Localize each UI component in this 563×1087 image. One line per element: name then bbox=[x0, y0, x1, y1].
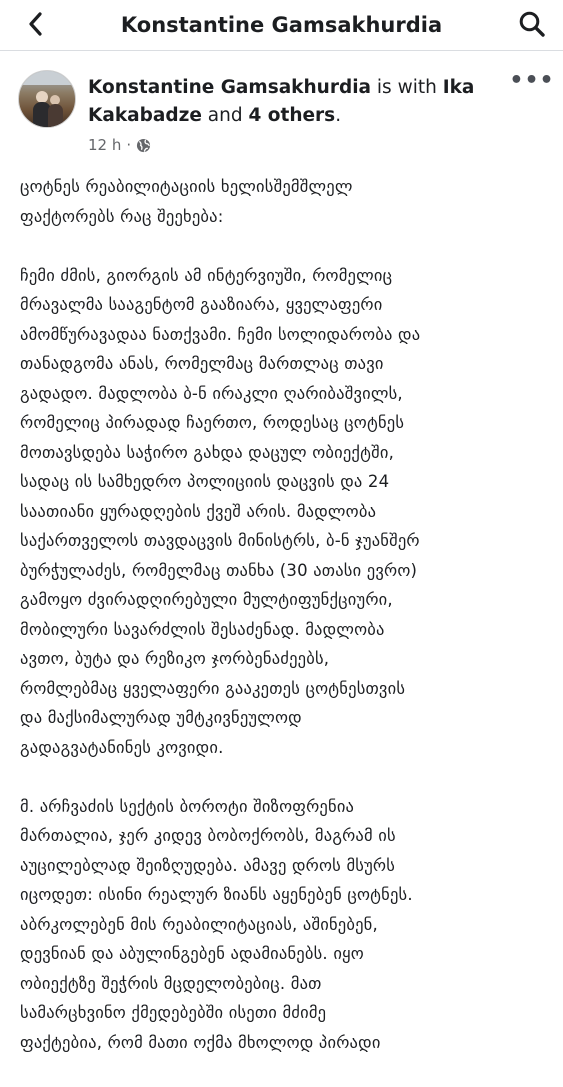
post-text-line: მრავალმა სააგენტომ გააზიარა, ყველაფერი bbox=[20, 295, 383, 314]
tagged-user-link[interactable]: Ika Kakabadze bbox=[88, 77, 475, 126]
search-button[interactable] bbox=[517, 9, 547, 39]
more-options-button[interactable]: ••• bbox=[509, 67, 555, 93]
top-bar bbox=[0, 0, 563, 51]
is-with-text: is with bbox=[371, 77, 443, 98]
post-header-text: Konstantine Gamsakhurdia is with Ika Kakabadze and 4 others. bbox=[88, 77, 475, 126]
post-text-line: თანადგომა ანას, რომელმაც მართლაც თავი bbox=[20, 354, 384, 373]
post-text-line: ავთო, ბუტა და რეზიკო ჯორბენაძეებს, bbox=[20, 649, 330, 668]
and-text: and bbox=[201, 105, 249, 126]
post-text-line: აუცილებლად შეიზღუდება. ამავე დროს მსურს bbox=[20, 855, 396, 875]
post-text-line: საათიანი ყურადღების ქვეშ არის. მადლობა bbox=[20, 501, 377, 521]
post-text bbox=[20, 172, 555, 1087]
post-paragraph bbox=[20, 172, 555, 231]
post-text-line: სადაც ის სამხედრო პოლიციის დაცვის და 24 bbox=[20, 472, 390, 491]
post-text-line: ბურჭულაძეს, რომელმაც თანხა (30 ათასი ევრო) bbox=[20, 560, 418, 580]
post-text-line: მართალია, ჯერ კიდევ ბობოქრობს, მაგრამ ის bbox=[20, 826, 396, 845]
post-text-line: სამარცხვინო ქმედებებში ისეთი მძიმე bbox=[20, 1003, 327, 1022]
post-header bbox=[0, 66, 563, 160]
post-text-line: იცოდეთ: ისინი რეალურ ზიანს აყენებენ ცოტნეს. bbox=[20, 885, 413, 904]
search-icon bbox=[518, 10, 546, 38]
globe-icon bbox=[136, 138, 151, 153]
post-text-line: მოთავსდება საჭირო გახდა დაცულ ობიექტში, bbox=[20, 442, 395, 462]
post-text-line: და მაქსიმალურად უმტკივნეულოდ bbox=[20, 708, 302, 727]
chevron-left-icon bbox=[25, 11, 47, 37]
post-text-line: საქართველოს თავდაცვის მინისტრს, ბ-ნ ჯუანშერ bbox=[20, 531, 420, 550]
post-meta: 12 h · bbox=[88, 136, 151, 154]
post-text-line: მობილური სავარძლის შესაძენად. მადლობა bbox=[20, 619, 385, 639]
post-text-line: გადაგვატანინეს კოვიდი. bbox=[20, 737, 224, 757]
back-button[interactable] bbox=[22, 10, 50, 38]
post-paragraph bbox=[20, 792, 555, 1058]
post-paragraph bbox=[20, 261, 555, 763]
post-text-line: ფაქტორებს რაც შეეხება: bbox=[20, 206, 224, 226]
post-text-line: ობიექტზე შეჭრის მცდელობებიც. მათ bbox=[20, 973, 322, 993]
post-time[interactable]: 12 h bbox=[88, 136, 122, 154]
others-link[interactable]: 4 others bbox=[248, 105, 336, 126]
avatar[interactable] bbox=[18, 70, 76, 128]
post-text-line: გადადო. მადლობა ბ-ნ ირაკლი ღარიბაშვილს, bbox=[20, 383, 403, 403]
page-title: Konstantine Gamsakhurdia bbox=[120, 13, 443, 37]
post-text-line: რომლებმაც ყველაფერი გააკეთეს ცოტნესთვის bbox=[20, 678, 406, 698]
post-text-line: დევნიან და აბულინგებენ ადამიანებს. იყო bbox=[20, 944, 364, 963]
post-text-line: აბრკოლებენ მის რეაბილიტაციას, აშინებენ, bbox=[20, 914, 378, 934]
post-text-line: რომელიც პირადად ჩაერთო, როდესაც ცოტნეს bbox=[20, 413, 405, 432]
post-text-line: ცოტნეს რეაბილიტაციის ხელისშემშლელ bbox=[20, 177, 353, 196]
post-text-line: მ. არჩვაძის სექტის ბოროტი შიზოფრენია bbox=[20, 796, 355, 816]
post-text-line: გამოყო ძვირადღირებული მულტიფუნქციური, bbox=[20, 590, 393, 609]
post-text-line: ამომწურავადაა ნათქვამი. ჩემი სოლიდარობა და bbox=[20, 324, 421, 344]
post-text-line: ფაქტებია, რომ მათი ოქმა მხოლოდ პირადი bbox=[20, 1032, 381, 1052]
post-text-line: ჩემი ძმის, გიორგის ამ ინტერვიუში, რომელიც bbox=[20, 265, 393, 285]
author-link[interactable]: Konstantine Gamsakhurdia bbox=[88, 77, 372, 98]
